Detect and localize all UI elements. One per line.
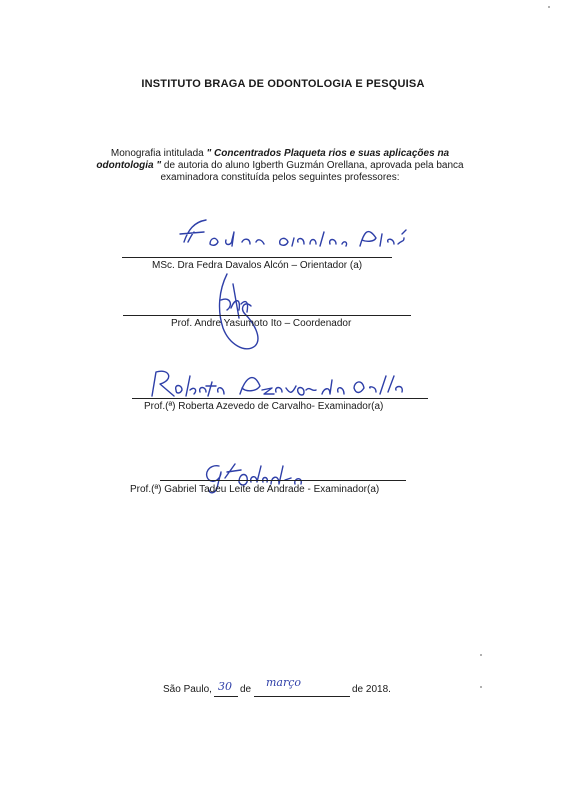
author-approval-text: de autoria do aluno Igberth Guzmán Orellana, aprovada pela banca (161, 160, 464, 171)
scan-speck (480, 686, 482, 688)
day-blank-line (214, 696, 238, 697)
approval-prefix: Monografia intitulada (110, 148, 207, 159)
institution-title: INSTITUTO BRAGA DE ODONTOLOGIA E PESQUISA (141, 78, 425, 90)
signature-line-1 (122, 257, 392, 258)
monograph-title-part-1: " Concentrados Plaqueta rios e suas aplicações na (206, 148, 450, 159)
scan-speck (480, 654, 482, 656)
date-city: São Paulo, (163, 684, 212, 695)
approval-line-1 (70, 148, 490, 160)
date-month: março (266, 676, 302, 689)
examiner-caption-3: Prof.(ª) Roberta Azevedo de Carvalho- Examinador(a) (144, 401, 384, 412)
signature-andre (205, 270, 275, 354)
examiner-caption-4: Prof.(ª) Gabriel Tadeu Leite de Andrade - Examinador(a) (130, 484, 380, 495)
date-de-1: de (240, 684, 252, 695)
signature-fedra (170, 212, 410, 258)
examiner-caption-1: MSc. Dra Fedra Davalos Alcón – Orientador (a) (152, 260, 363, 271)
monograph-title-part-2: odontologia " (96, 160, 162, 171)
month-blank-line (254, 696, 350, 697)
signature-line-3 (132, 398, 428, 399)
approval-line-3: examinadora constituída pelos seguintes professores: (160, 172, 400, 183)
date-year: de 2018. (352, 684, 391, 695)
signature-line-2 (123, 315, 411, 316)
signature-roberta (140, 366, 410, 406)
approval-line-2 (70, 160, 490, 172)
date-day: 30 (218, 680, 232, 693)
scan-speck (548, 6, 550, 8)
examiner-caption-2: Prof. Andre Yasumoto Ito – Coordenador (171, 318, 352, 329)
signature-line-4 (160, 480, 406, 481)
approval-paragraph (70, 148, 490, 184)
